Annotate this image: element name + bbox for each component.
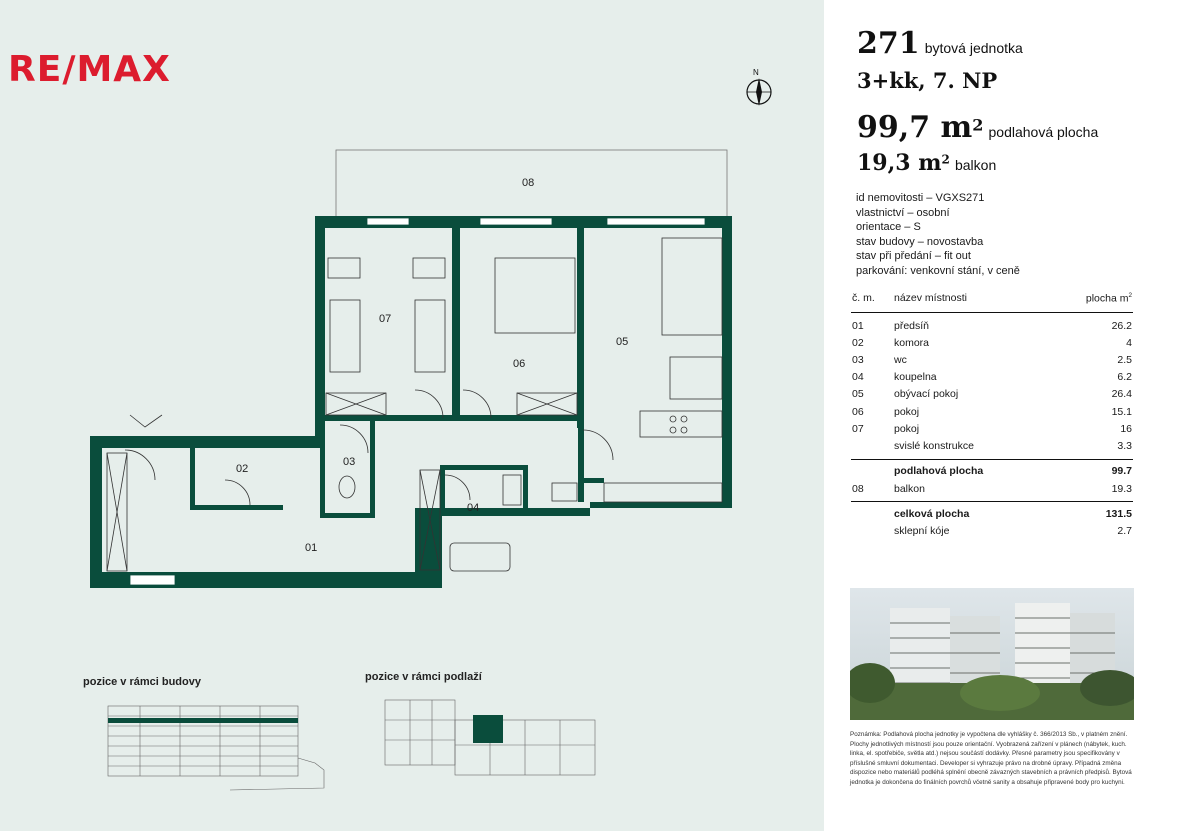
- room-label-05: 05: [616, 336, 629, 348]
- unit-number-caption: bytová jednotka: [924, 40, 1023, 56]
- room-label-04: 04: [467, 502, 480, 514]
- balcony-area-caption: balkon: [954, 157, 997, 173]
- furniture: [107, 238, 722, 571]
- compass-north-label: N: [753, 68, 759, 77]
- unit-number: 271: [857, 26, 920, 61]
- floor-area-caption: podlahová plocha: [988, 124, 1099, 140]
- building-render-image: [850, 588, 1134, 720]
- property-item: stav při předání – fit out: [856, 250, 971, 262]
- table-divider: [851, 312, 1133, 313]
- room-label-03: 03: [343, 456, 356, 468]
- floor-position-label: pozice v rámci podlaží: [365, 671, 482, 683]
- table-row: 05 obývací pokoj 26.4: [852, 388, 1132, 400]
- total-row: celková plocha 131.5: [894, 508, 1132, 520]
- table-row: 07 pokoj 16: [852, 423, 1132, 435]
- table-row: 06 pokoj 15.1: [852, 406, 1132, 418]
- header-num: č. m.: [852, 292, 875, 304]
- building-elevation-diagram: [100, 698, 326, 793]
- subtotal-row: podlahová plocha 99.7: [894, 465, 1132, 477]
- property-item: id nemovitosti – VGXS271: [856, 192, 985, 204]
- disclaimer-note: Poznámka: Podlahová plocha jednotky je vypočtena dle vyhlášky č. 366/2013 Sb., v platném znění. Plochy jednotlivých místností jsou pouze orientační. Vyobrazená zařízení v plánech (nábytek, kuch. linka, el. spotřebiče, světla atd.) nejsou součástí dodávky. Přesné parametry jsou specifikovány v příslušné smluvní dokumentaci. Developer si vyhrazuje právo na drobné úpravy. Případná změna dispozice nebo materiálů podléhá splnění obecně závazných stavebních a právních předpisů. Bytová jednotka je dokončena do finálních povrchů včetně sanity a obsahuje připravené body pro kuchyni.: [850, 731, 1132, 786]
- room-label-06: 06: [513, 358, 526, 370]
- balcony-row: 08 balkon 19.3: [852, 483, 1132, 495]
- balcony-area-line: [857, 150, 996, 176]
- property-item: vlastnictví – osobní: [856, 206, 950, 219]
- floor-area-value: 99,7 m: [857, 110, 973, 145]
- property-item: stav budovy – novostavba: [856, 235, 984, 248]
- room-label-01: 01: [305, 542, 318, 554]
- room-label-02: 02: [236, 463, 249, 475]
- table-header: [851, 292, 1133, 306]
- room-label-07: 07: [379, 313, 392, 325]
- floor-plan: [85, 145, 745, 595]
- compass-icon: [743, 66, 775, 108]
- table-divider: [851, 459, 1133, 460]
- table-row: 01 předsíň 26.2: [852, 320, 1132, 332]
- walls: [90, 216, 732, 588]
- table-row: 04 koupelna 6.2: [852, 371, 1132, 383]
- table-row: 03 wc 2.5: [852, 354, 1132, 366]
- header-area: plocha $m^2$: [1085, 292, 1132, 305]
- table-row: 02 komora 4: [852, 337, 1132, 349]
- balcony-label: 08: [522, 177, 535, 189]
- floor-position-diagram: [380, 695, 600, 780]
- building-position-label: pozice v rámci budovy: [83, 676, 201, 688]
- unit-number-line: [857, 26, 1023, 61]
- balcony-area-value: 19,3 m: [857, 150, 942, 176]
- balcony-area-sup: 2: [941, 152, 950, 167]
- property-item: parkování: venkovní stání, v ceně: [856, 264, 1020, 277]
- floor-area-sup: 2: [972, 115, 984, 135]
- table-row: svislé konstrukce 3.3: [894, 440, 1132, 452]
- remax-logo: RE/MAX: [8, 49, 171, 90]
- property-item: orientace – S: [856, 221, 921, 233]
- unit-type: 3+kk, 7. NP: [857, 68, 998, 93]
- header-name: název místnosti: [894, 292, 967, 304]
- property-list: [856, 191, 1020, 278]
- cellar-row: sklepní kóje 2.7: [894, 525, 1132, 537]
- floor-area-line: [857, 110, 1098, 145]
- table-divider: [851, 501, 1133, 502]
